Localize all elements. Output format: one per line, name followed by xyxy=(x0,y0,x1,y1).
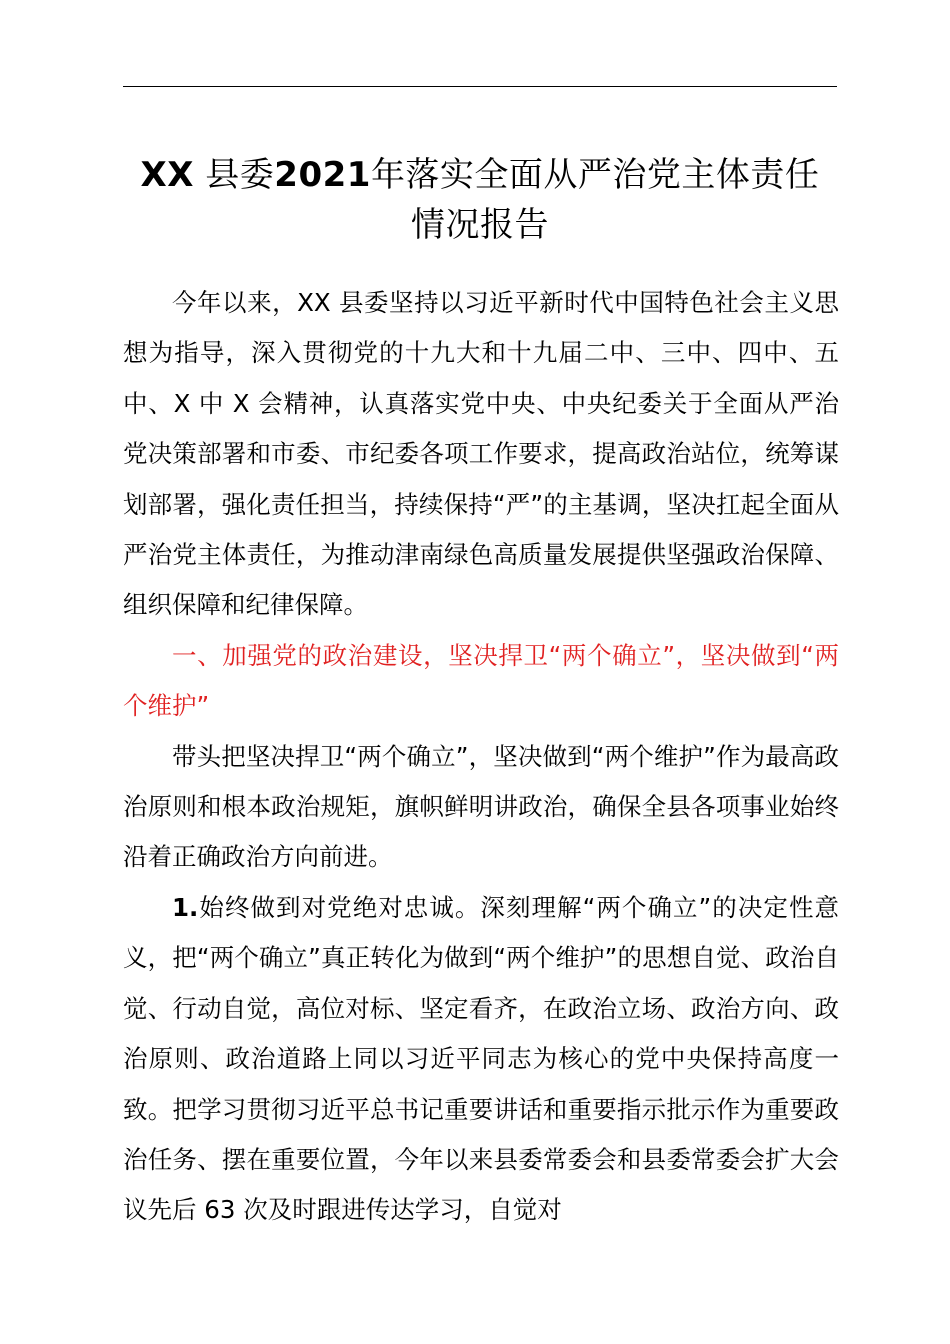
title-part1: 县委 xyxy=(205,155,275,195)
title-prefix: XX xyxy=(140,155,194,195)
section-heading: 一、加强党的政治建设，坚决捍卫“两个确立”，坚决做到“两个维护” xyxy=(123,640,839,721)
title-line-1 xyxy=(100,150,860,200)
intro-paragraph: 今年以来，XX 县委坚持以习近平新时代中国特色社会主义思想为指导，深入贯彻党的十九大和十九届二中、三中、四中、五中、X 中 X 会精神，认真落实党中央、中央纪委关于全面从严治党决策部署和市委、市纪委各项工作要求，提高政治站位，统筹谋划部署，强化责任担当，持续保持“严”的主基调，坚决扛起全面从严治党主体责任，为推动津南绿色高质量发展提供坚强政治保障、组织保障和纪律保障。 xyxy=(123,288,839,620)
document-body xyxy=(123,278,839,1236)
item-number: 1. xyxy=(172,892,199,922)
page-title xyxy=(100,150,860,250)
section-paragraph: 带头把坚决捍卫“两个确立”，坚决做到“两个维护”作为最高政治原则和根本政治规矩，旗帜鲜明讲政治，确保全县各项事业始终沿着正确政治方向前进。 xyxy=(123,741,839,872)
numbered-paragraph xyxy=(123,883,839,1236)
numbered-paragraph-text: 始终做到对党绝对忠诚。深刻理解“两个确立”的决定性意义，把“两个确立”真正转化为做到“两个维护”的思想自觉、政治自觉、行动自觉，高位对标、坚定看齐，在政治立场、政治方向、政治原则、政治道路上同以习近平同志为核心的党中央保持高度一致。把学习贯彻习近平总书记重要讲话和重要指示批示作为重要政治任务、摆在重要位置，今年以来县委常委会和县委常委会扩大会议先后 63 次及时跟进传达学习，自觉对 xyxy=(123,892,839,1225)
title-year: 2021 xyxy=(274,155,371,195)
title-part2: 年落实全面从严治党主体责任 xyxy=(370,155,820,195)
title-line-2: 情况报告 xyxy=(411,205,549,245)
header-rule xyxy=(123,86,837,87)
